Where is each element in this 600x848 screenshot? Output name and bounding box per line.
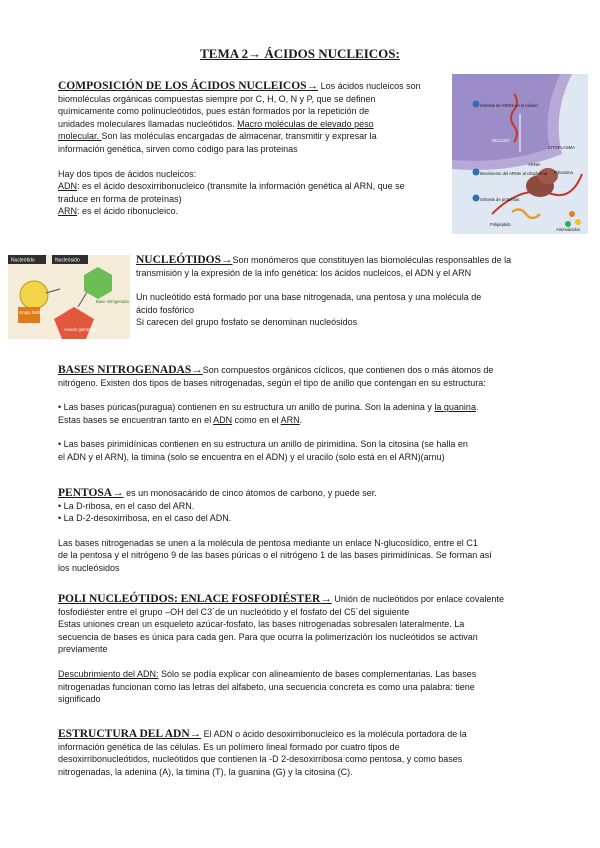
paragraph-text: . xyxy=(475,402,479,413)
nucleotide-tag: Nucleótido xyxy=(11,257,35,264)
figure-label: CITOPLASMA xyxy=(548,145,575,150)
section-heading: ESTRUCTURA DEL ADN→ xyxy=(58,728,202,740)
underlined-text: ARN xyxy=(280,414,300,425)
paragraph-line: biomoléculas orgánicas compuestas siempre por C, H, O, N y P, que se definen xyxy=(58,93,376,104)
underlined-text: ADN xyxy=(213,414,233,425)
paragraph-line: químicamente como polinucleótidos, pues están formados por la repetición de xyxy=(58,106,370,117)
paragraph-line: • Las bases pirimidínicas contienen en su estructura un anillo de pirimidina. Son la citosina (se halla en xyxy=(58,439,468,450)
section-heading: NUCLEÓTIDOS→ xyxy=(136,254,233,266)
section-heading: POLI NUCLEÓTIDOS: ENLACE FOSFODIÉSTER→ xyxy=(58,593,332,605)
paragraph-line: nitrogenadas funcionan como las letras del alfabeto, una secuencia concreta es como una palabra: tiene xyxy=(58,681,475,692)
paragraph-line: fosfodiéster entre el grupo –OH del C3´de un nucleótido y el fosfato del C5´del siguiente xyxy=(58,606,410,617)
paragraph-line: Si carecen del grupo fosfato se denominan nucleósidos xyxy=(136,317,358,328)
figure-label: Síntesis de proteínas xyxy=(480,197,520,202)
paragraph-line: secuencia de bases es única para cada gen. Para que ocurra la polimerización los nucleótidos se activan xyxy=(58,631,478,642)
paragraph-text: Estas bases se encuentran tanto en el xyxy=(58,414,214,425)
paragraph-text: : es el ácido ribonucleico. xyxy=(77,206,179,217)
paragraph-line: información genética de las células. Es un polímero lineal formado por cuatro tipos de xyxy=(58,741,400,752)
paragraph-line: previamente xyxy=(58,644,108,655)
paragraph-line: traduce en forma de proteínas) xyxy=(58,193,182,204)
paragraph-line: • La D-ribosa, en el caso del ARN. xyxy=(58,500,195,511)
section-polinucleotidos xyxy=(58,593,558,706)
figure-label: NÚCLEO xyxy=(492,138,510,143)
nucleotide-figure xyxy=(8,255,130,339)
protein-synthesis-figure xyxy=(452,74,588,234)
figure-label: ARNm xyxy=(528,162,541,167)
paragraph-line: nitrogenadas, la adenina (A), la timina (T), la guanina (G) y la citosina (C). xyxy=(58,766,353,777)
nucleotide-diagram xyxy=(8,255,130,339)
figure-label: Movimiento del ARNm al citoplasma xyxy=(480,171,548,176)
paragraph-text: Unión de nucleótidos por enlace covalente xyxy=(331,594,504,604)
paragraph-line: transmisión y la expresión de la info genética: los ácidos nucleicos, el ADN y el ARN xyxy=(136,267,472,278)
paragraph-text: Son compuestos orgánicos cíclicos, que contienen dos o más átomos de xyxy=(202,365,494,375)
phosphate-label: Grupo fosfato xyxy=(19,310,45,315)
underlined-text: la guanina xyxy=(434,402,476,413)
paragraph-line: significado xyxy=(58,694,101,705)
paragraph-text: unidades moleculares llamadas nucleótidos. xyxy=(58,118,238,129)
page-title: TEMA 2→ ÁCIDOS NUCLEICOS: xyxy=(200,46,400,61)
section-bases-nitrogenadas xyxy=(58,364,558,464)
paragraph-line: desoxirribonucleótidos, nucleótidos que contienen la -D 2-desoxirribosa como pentosa, y como bases xyxy=(58,754,463,765)
paragraph-line: información genética, sirven como código para las proteinas xyxy=(58,143,298,154)
paragraph-text: Son las moléculas encargadas de almacenar, transmitir y expresar la xyxy=(101,131,377,142)
underlined-text: molecular. xyxy=(58,131,102,142)
paragraph-line: el ADN y el ARN), la timina (solo se encuentra en el ADN) y el uracilo (solo está en el ARN)(arnu) xyxy=(58,451,445,462)
paragraph-line: Un nucleótido está formado por una base nitrogenada, una pentosa y una molécula de xyxy=(136,292,482,303)
cell-illustration xyxy=(452,74,588,234)
section-heading: BASES NITROGENADAS→ xyxy=(58,364,203,376)
nucleoside-tag: Nucleósido xyxy=(55,257,80,264)
figure-label: Polipéptido xyxy=(490,222,511,227)
paragraph-line: Estas uniones crean un esqueleto azúcar-fosfato, las bases nitrogenadas sobresalen lateralmente. La xyxy=(58,619,465,630)
paragraph-line: Las bases nitrogenadas se unen a la molécula de pentosa mediante un enlace N-glucosídico, entre el C1 xyxy=(58,537,478,548)
base-label: Base nitrogenada xyxy=(96,299,129,304)
paragraph-line: • La D-2-desoxirribosa, en el caso del ADN. xyxy=(58,513,232,524)
paragraph-text: Sólo se podía explicar con alineamiento de bases complementarias. Las bases xyxy=(158,668,477,679)
paragraph-line: nitrógeno. Existen dos tipos de bases nitrogenadas, según el tipo de anillo que contengan en su estructura: xyxy=(58,377,486,388)
sugar-label: Azúcar (pentosa) xyxy=(64,327,96,332)
section-nucleotidos xyxy=(136,254,556,329)
underlined-text: Descubrimiento del ADN: xyxy=(58,668,159,679)
paragraph-text: . xyxy=(299,414,303,425)
section-composicion xyxy=(58,80,450,218)
section-estructura-adn xyxy=(58,728,558,778)
paragraph-text: • Las bases púricas(puragua) contienen en su estructura un anillo de purina. Son la adenina y xyxy=(58,402,435,413)
paragraph-text: Son monómeros que constituyen las biomoléculas responsables de la xyxy=(232,255,512,265)
figure-label: Ribosoma xyxy=(554,170,573,175)
paragraph-text: El ADN o ácido desoxirribonucleico es la molécula portadora de la xyxy=(201,729,467,739)
paragraph-text: : es el ácido desoxirribonucleico (transmite la información genética al ARN, que se xyxy=(77,181,405,192)
section-pentosa xyxy=(58,487,558,575)
section-heading: COMPOSICIÓN DE LOS ÁCIDOS NUCLEICOS→ xyxy=(58,80,319,92)
paragraph-line: los nucleósidos xyxy=(58,562,120,573)
paragraph-line: Hay dos tipos de ácidos nucleicos: xyxy=(58,168,197,179)
paragraph-text: como en el xyxy=(232,414,281,425)
arn-label: ARN xyxy=(58,206,78,217)
paragraph-line: ácido fosfórico xyxy=(136,304,195,315)
paragraph-line: de la pentosa y el nitrógeno 9 de las bases púricas o el nitrógeno 1 de las bases pirimidínicas. Se forman así xyxy=(58,550,492,561)
paragraph-text: Los ácidos nucleicos son xyxy=(318,81,421,91)
section-heading: PENTOSA→ xyxy=(58,487,124,499)
figure-label: Aminoácidos xyxy=(556,227,580,232)
underlined-text: Macro moléculas de elevado peso xyxy=(237,118,374,129)
paragraph-text: es un monosacárido de cinco átomos de carbono, y puede ser. xyxy=(123,488,377,498)
figure-label: Síntesis de ARNm en el núcleo xyxy=(480,103,538,108)
adn-label: ADN xyxy=(58,181,78,192)
